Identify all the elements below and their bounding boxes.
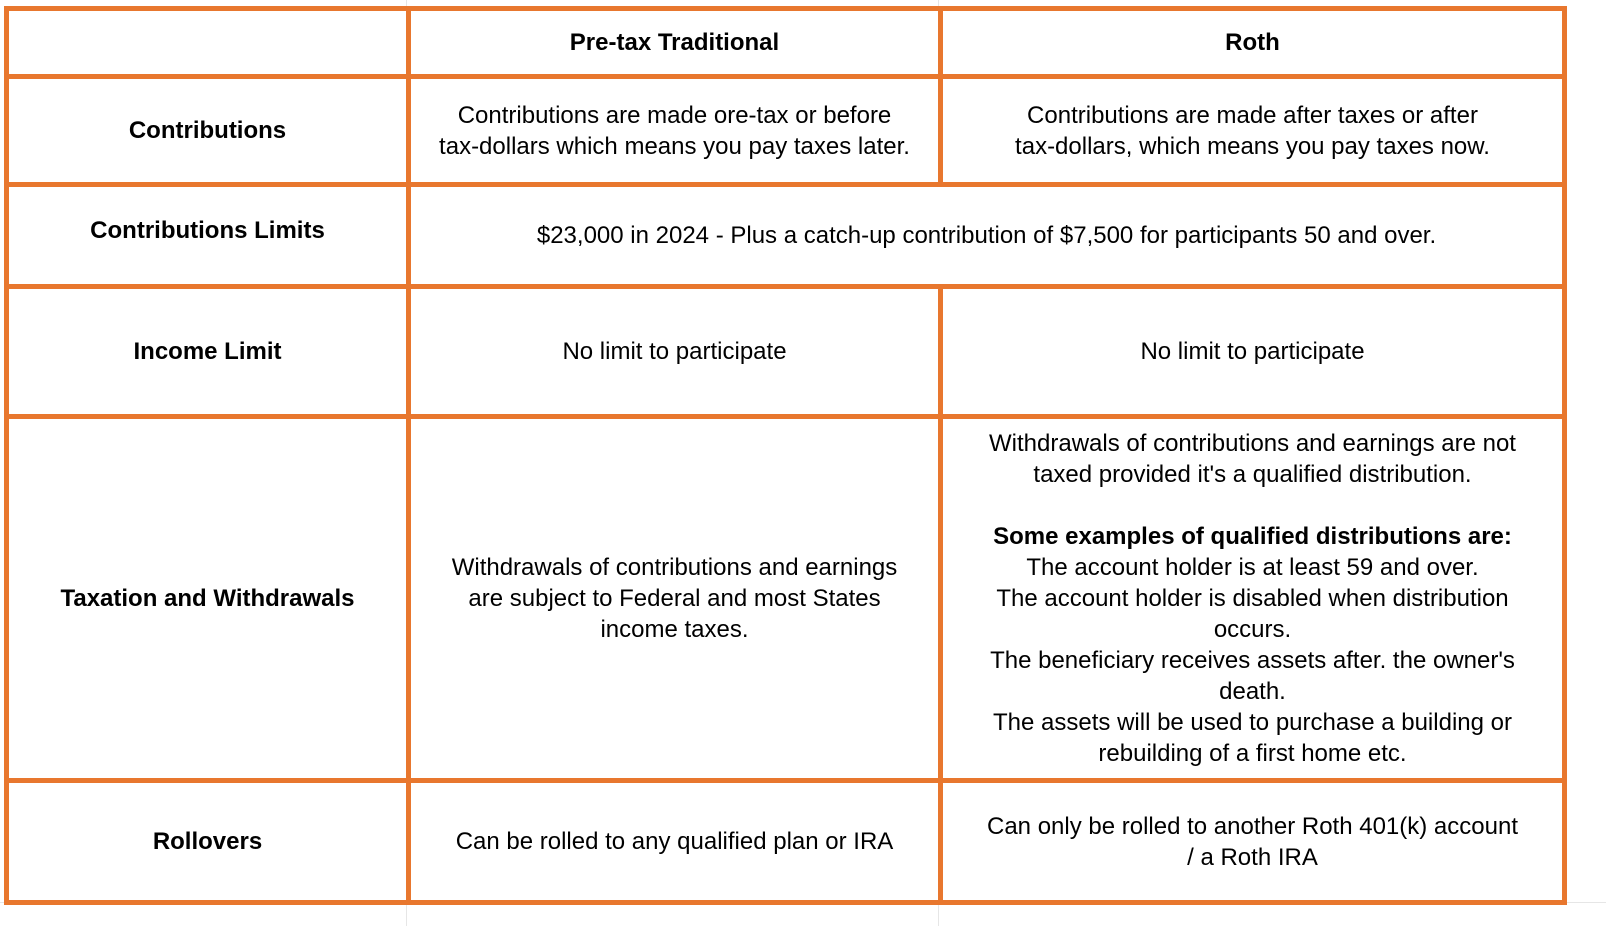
cell-income-limit-roth[interactable]: No limit to participate [941,287,1565,417]
cell-income-limit-traditional[interactable]: No limit to participate [409,287,941,417]
row-label-contributions[interactable]: Contributions [7,77,409,185]
qualified-distributions-heading: Some examples of qualified distributions are: [993,523,1512,550]
cell-taxation-traditional[interactable] [409,417,941,781]
header-roth[interactable]: Roth [941,9,1565,77]
cell-text-line: The assets will be used to purchase a building or [993,709,1512,736]
table-row-rollovers [7,781,1565,903]
cell-text-line: rebuilding of a first home etc. [1098,740,1407,767]
cell-taxation-roth[interactable] [941,417,1565,781]
row-label-taxation[interactable]: Taxation and Withdrawals [7,417,409,781]
cell-rollovers-traditional[interactable]: Can be rolled to any qualified plan or IRA [409,781,941,903]
cell-text-line: tax-dollars which means you pay taxes later. [439,132,910,160]
cell-text-line: taxed provided it's a qualified distribution. [1033,461,1472,488]
cell-text-line: are subject to Federal and most States [468,585,881,612]
table-row-income-limit [7,287,1565,417]
cell-text-line: The beneficiary receives assets after. the owner's [990,647,1515,674]
cell-contributions-traditional[interactable] [409,77,941,185]
cell-text-line: income taxes. [600,616,749,643]
cell-text-line: Withdrawals of contributions and earnings [451,554,898,581]
cell-text-line: The account holder is at least 59 and over. [1026,554,1479,581]
cell-contributions-roth[interactable] [941,77,1565,185]
cell-text-line: Contributions are made ore-tax or before [457,101,892,129]
cell-text-line: The account holder is disabled when distribution [996,585,1509,612]
cell-text-line: death. [1219,678,1286,705]
cell-text-line: tax-dollars, which means you pay taxes now. [1015,132,1490,160]
table-header-row [7,9,1565,77]
cell-text-line: / a Roth IRA [1187,843,1318,871]
cell-text-line: Can only be rolled to another Roth 401(k) account [987,812,1518,840]
header-corner-cell[interactable] [7,9,409,77]
row-label-rollovers[interactable]: Rollovers [7,781,409,903]
table-row-contributions [7,77,1565,185]
cell-text-line: Withdrawals of contributions and earnings are not [989,430,1516,457]
cell-blank-line [949,490,1556,521]
cell-contribution-limits-merged[interactable]: $23,000 in 2024 - Plus a catch-up contribution of $7,500 for participants 50 and over. [409,185,1565,287]
row-label-income-limit[interactable]: Income Limit [7,287,409,417]
table-row-contribution-limits [7,185,1565,287]
cell-rollovers-roth[interactable] [941,781,1565,903]
row-label-contribution-limits[interactable]: Contributions Limits [7,185,409,287]
header-pretax-traditional[interactable]: Pre-tax Traditional [409,9,941,77]
cell-text-line: Contributions are made after taxes or after [1027,101,1478,129]
cell-text-line: occurs. [1213,616,1292,643]
comparison-table [4,6,1567,905]
table-row-taxation [7,417,1565,781]
